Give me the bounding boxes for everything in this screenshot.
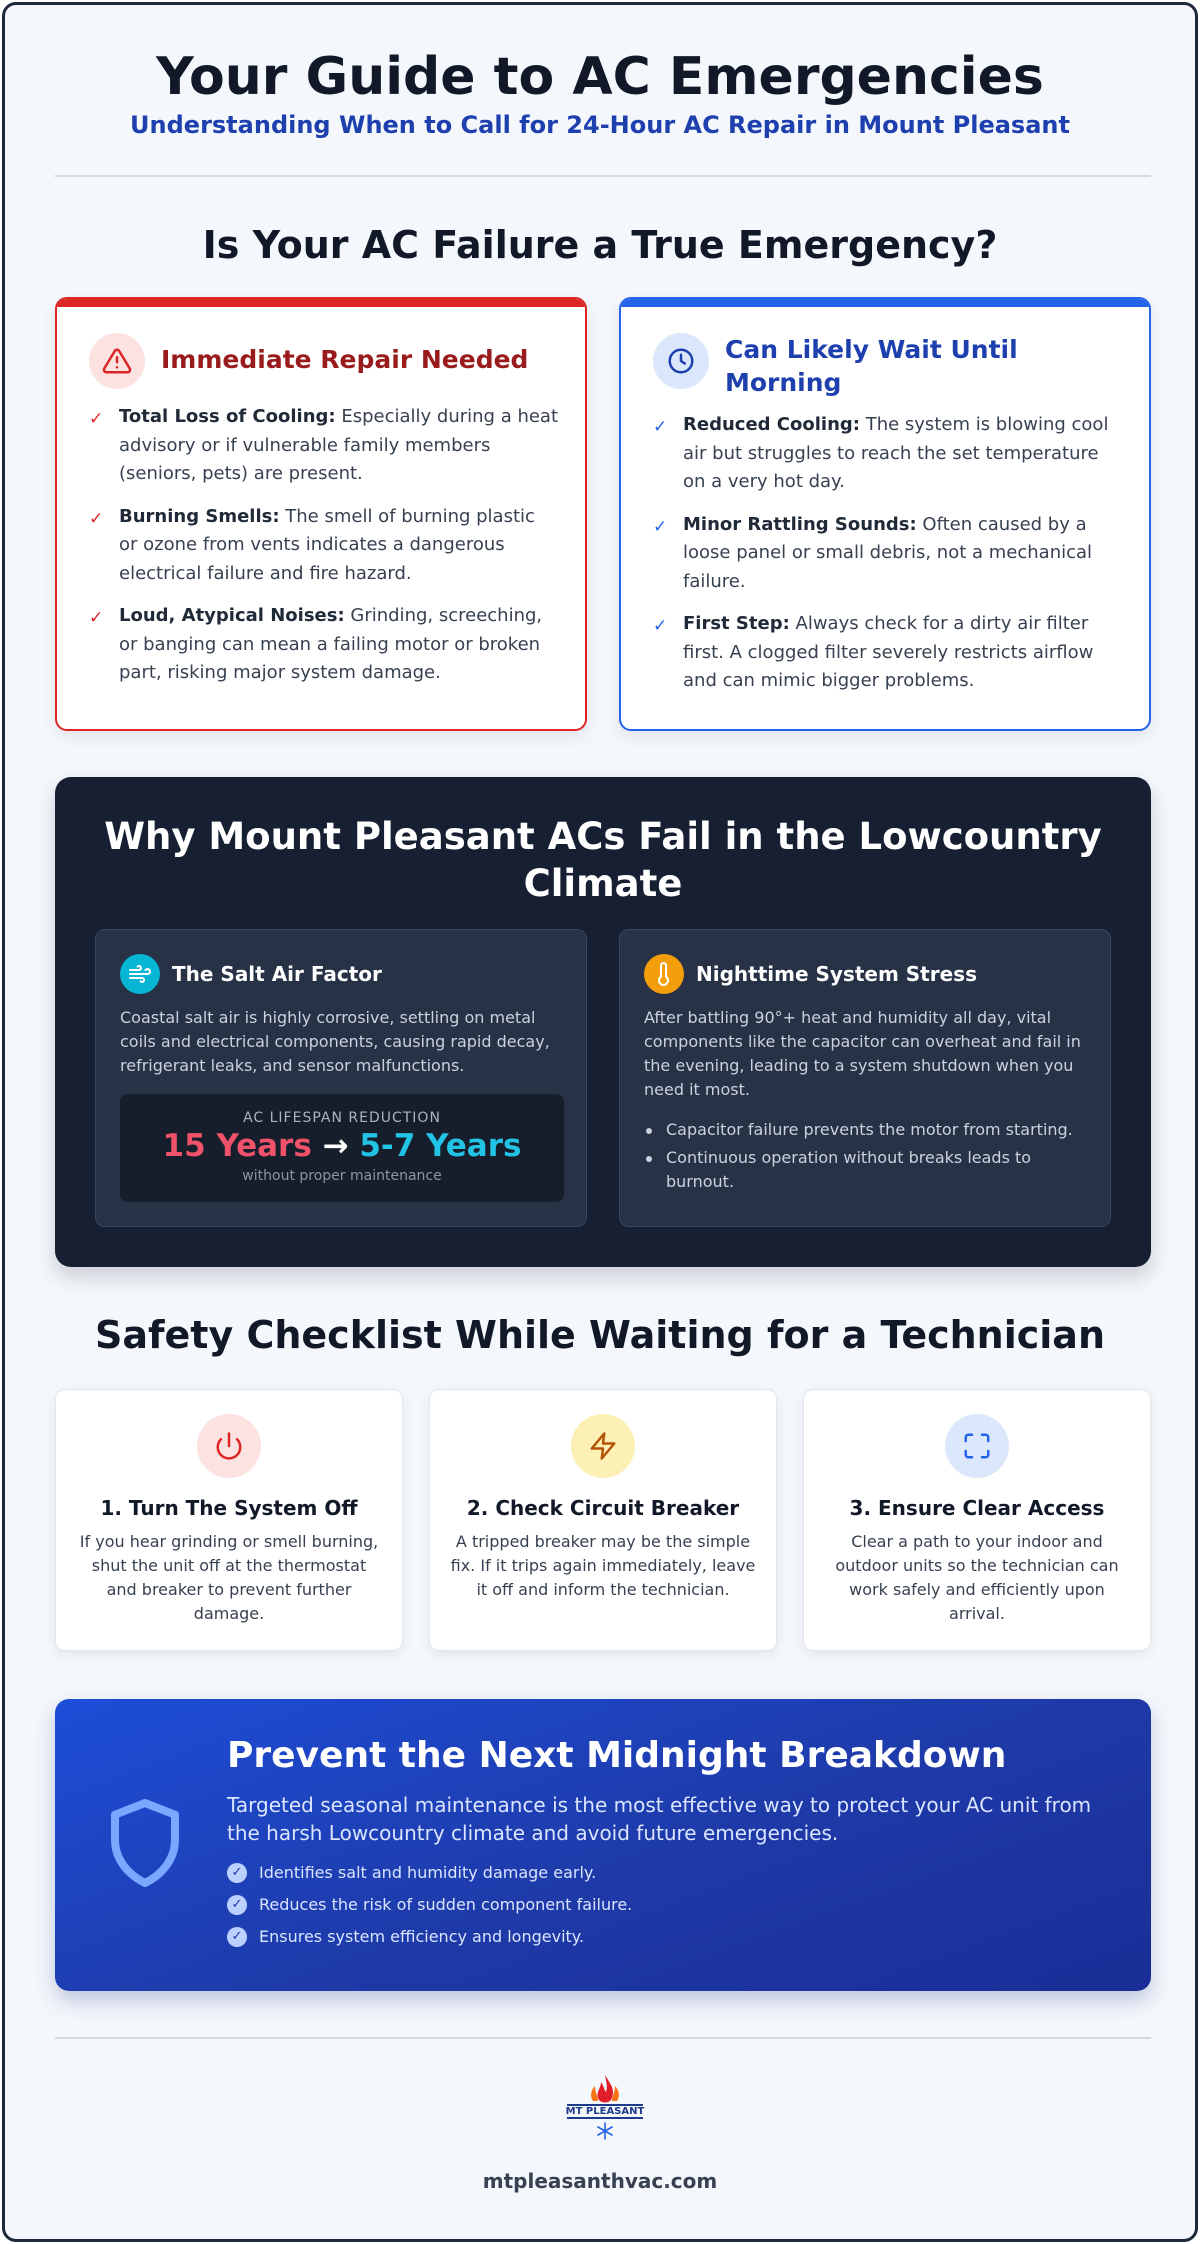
step-card-turn-off xyxy=(55,1389,403,1651)
step-card-breaker xyxy=(429,1389,777,1651)
can-wait-card xyxy=(619,297,1151,731)
emergency-section-title: Is Your AC Failure a True Emergency? xyxy=(202,223,998,267)
step-title: 3. Ensure Clear Access xyxy=(849,1496,1105,1520)
list-item xyxy=(227,1893,632,1917)
check-icon: ✓ xyxy=(89,508,104,529)
item-text: Ensures system efficiency and longevity. xyxy=(259,1927,585,1946)
card-accent-bar xyxy=(57,299,585,307)
item-label: Reduced Cooling: xyxy=(683,414,860,435)
promo-title: Prevent the Next Midnight Breakdown xyxy=(227,1735,1007,1776)
immediate-repair-title: Immediate Repair Needed xyxy=(161,345,529,374)
list-item xyxy=(653,411,1123,497)
lifespan-from: 15 Years xyxy=(162,1128,312,1164)
logo-text: MT PLEASANT xyxy=(565,2106,645,2117)
footer-divider xyxy=(55,2037,1151,2039)
list-item xyxy=(653,610,1123,696)
lifespan-reduction-box xyxy=(120,1094,564,1202)
maintenance-promo-banner xyxy=(55,1699,1151,1991)
item-text: Grinding, screeching, or banging can mean a failing motor or broken part, risking major system damage. xyxy=(119,605,543,683)
check-icon: ✓ xyxy=(653,516,668,537)
item-text: Often caused by a loose panel or small debris, not a mechanical failure. xyxy=(683,513,1093,592)
arrow-right-icon: → xyxy=(322,1128,349,1164)
clock-icon xyxy=(653,333,709,389)
step-text: If you hear grinding or smell burning, shut the unit off at the thermostat and breaker to prevent further damage. xyxy=(79,1532,379,1623)
check-icon: ✓ xyxy=(653,417,668,437)
immediate-repair-card xyxy=(55,297,587,731)
can-wait-list xyxy=(653,411,1123,710)
page-subtitle: Understanding When to Call for 24-Hour AC Repair in Mount Pleasant xyxy=(130,111,1070,139)
item-label: Burning Smells: xyxy=(119,505,280,527)
check-circle-icon: ✓ xyxy=(227,1863,247,1883)
can-wait-title: Can Likely Wait Until Morning xyxy=(725,335,1018,397)
nighttime-stress-title: Nighttime System Stress xyxy=(696,962,977,986)
power-icon xyxy=(197,1414,261,1478)
nighttime-stress-text: After battling 90°+ heat and humidity all day, vital components like the capacitor can overheat and fail in the evening, leading to a system shutdown when you need it most. xyxy=(644,1008,1081,1099)
item-label: First Step: xyxy=(683,613,790,634)
shield-icon xyxy=(105,1795,185,1895)
lifespan-note: without proper maintenance xyxy=(242,1168,442,1184)
list-item: Capacitor failure prevents the motor from starting. xyxy=(644,1118,1090,1142)
step-card-access xyxy=(803,1389,1151,1651)
item-label: Loud, Atypical Noises: xyxy=(119,605,345,626)
step-title: 2. Check Circuit Breaker xyxy=(466,1496,740,1520)
list-item xyxy=(227,1861,632,1885)
list-item xyxy=(89,503,559,589)
item-text: Identifies salt and humidity damage early. xyxy=(259,1863,597,1882)
climate-section xyxy=(55,777,1151,1267)
item-text: The system is blowing cool air but struggles to reach the set temperature on a very hot day. xyxy=(683,414,1109,492)
item-label: Minor Rattling Sounds: xyxy=(683,513,917,535)
wind-icon xyxy=(120,954,160,994)
step-title: 1. Turn The System Off xyxy=(100,1496,358,1520)
lifespan-label: AC LIFESPAN REDUCTION xyxy=(243,1110,441,1126)
lifespan-to: 5-7 Years xyxy=(359,1128,522,1164)
item-text: Especially during a heat advisory or if vulnerable family members (seniors, pets) are present. xyxy=(119,406,559,484)
list-item xyxy=(653,511,1123,597)
item-text: Always check for a dirty air filter first. A clogged filter severely restricts airflow and can mimic bigger problems. xyxy=(683,613,1094,691)
safety-section-title: Safety Checklist While Waiting for a Technician xyxy=(94,1313,1105,1357)
list-item: Continuous operation without breaks leads to burnout. xyxy=(644,1146,1090,1194)
salt-air-card xyxy=(95,929,587,1227)
list-item xyxy=(89,403,559,489)
check-icon: ✓ xyxy=(89,409,104,429)
check-icon: ✓ xyxy=(89,608,104,628)
promo-text: Targeted seasonal maintenance is the most effective way to protect your AC unit from the harsh Lowcountry climate and avoid future emergencies. xyxy=(227,1793,1092,1845)
list-item xyxy=(89,602,559,688)
promo-benefit-list xyxy=(227,1861,632,1957)
step-text: Clear a path to your indoor and outdoor units so the technician can work safely and efficiently upon arrival. xyxy=(835,1532,1119,1623)
lightning-bolt-icon xyxy=(571,1414,635,1478)
lifespan-values xyxy=(120,1128,564,1164)
item-text: The smell of burning plastic or ozone from vents indicates a dangerous electrical failure and fire hazard. xyxy=(119,505,535,584)
item-label: Total Loss of Cooling: xyxy=(119,406,336,427)
warning-triangle-icon xyxy=(89,333,145,389)
thermometer-icon xyxy=(644,954,684,994)
step-text: A tripped breaker may be the simple fix. If it trips again immediately, leave it off and inform the technician. xyxy=(450,1532,756,1599)
salt-air-text: Coastal salt air is highly corrosive, settling on metal coils and electrical components, causing rapid decay, refrigerant leaks, and sensor malfunctions. xyxy=(120,1008,550,1075)
website-url[interactable]: mtpleasanthvac.com xyxy=(482,2169,718,2193)
item-text: Reduces the risk of sudden component failure. xyxy=(259,1895,633,1914)
nighttime-stress-list xyxy=(644,1118,1090,1198)
nighttime-stress-card xyxy=(619,929,1111,1227)
climate-section-title: Why Mount Pleasant ACs Fail in the Lowcountry Climate xyxy=(104,815,1102,905)
check-circle-icon: ✓ xyxy=(227,1895,247,1915)
salt-air-title: The Salt Air Factor xyxy=(172,962,382,986)
page-title: Your Guide to AC Emergencies xyxy=(156,47,1044,107)
immediate-repair-list xyxy=(89,403,559,702)
check-icon: ✓ xyxy=(653,616,668,636)
expand-corners-icon xyxy=(945,1414,1009,1478)
header-divider xyxy=(55,175,1151,177)
check-circle-icon: ✓ xyxy=(227,1927,247,1947)
card-accent-bar xyxy=(621,299,1149,307)
infographic-page xyxy=(2,2,1198,2242)
list-item xyxy=(227,1925,632,1949)
company-logo xyxy=(563,2071,647,2145)
